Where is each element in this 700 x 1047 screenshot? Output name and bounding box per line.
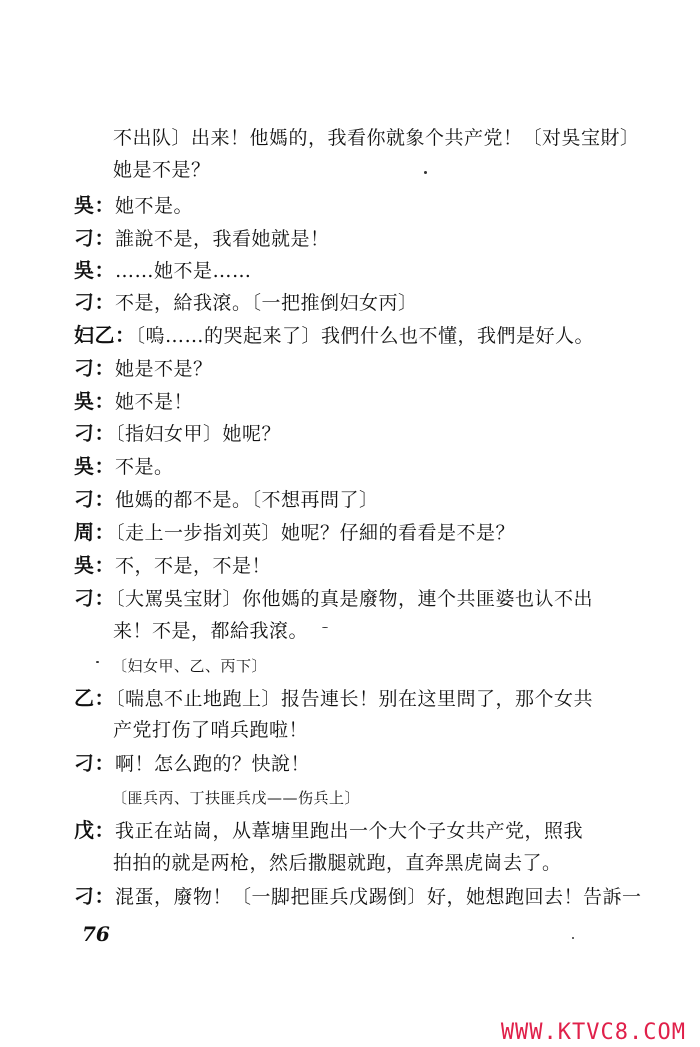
scan-speck	[572, 937, 574, 939]
line-text: 〔指妇女甲〕她呢？	[115, 423, 282, 445]
script-line-4	[74, 226, 330, 251]
speaker-label: 刁：	[74, 884, 115, 908]
line-text: 她是不是？	[113, 159, 211, 181]
script-line-7	[74, 323, 594, 348]
line-text: 她不是。	[115, 195, 194, 217]
script-line-1	[113, 126, 640, 150]
speaker-label: 乙：	[74, 686, 115, 710]
script-line-16	[113, 619, 308, 643]
script-line-14	[74, 553, 271, 578]
line-text: 誰說不是，我看她就是！	[115, 228, 330, 250]
line-text: 她不是！	[115, 391, 194, 413]
scan-speck	[322, 627, 328, 628]
script-line-5	[74, 258, 252, 283]
line-text: 〔大罵吳宝財〕你他媽的真是廢物，連个共匪婆也认不出	[115, 588, 594, 610]
script-line-10	[74, 421, 281, 446]
speaker-label: 周：	[74, 520, 115, 544]
scan-speck	[96, 661, 99, 663]
script-line-19	[113, 718, 308, 742]
line-text: 〔嗚……的哭起来了〕我們什么也不懂，我們是好人。	[135, 325, 595, 347]
line-text: 来！不是，都給我滾。	[113, 620, 309, 642]
speaker-label: 吳：	[74, 454, 115, 478]
line-text: 不是，給我滾。〔一把推倒妇女丙〕	[115, 292, 418, 314]
speaker-label: 刁：	[74, 421, 115, 445]
line-text: 〔喘息不止地跑上〕报告連长！别在这里問了，那个女共	[115, 688, 594, 710]
stage-direction	[112, 654, 267, 678]
speaker-label: 吳：	[74, 389, 115, 413]
script-line-8	[74, 356, 213, 381]
line-text: 啊！怎么跑的？快說！	[115, 753, 311, 775]
script-line-9	[74, 389, 193, 414]
scan-speck	[424, 171, 427, 174]
line-text: 〔匪兵丙、丁扶匪兵戊——伤兵上〕	[112, 789, 361, 807]
line-text: 他媽的都不是。〔不想再問了〕	[115, 489, 379, 511]
script-line-3	[74, 193, 193, 218]
line-text: 不是。	[115, 456, 174, 478]
script-line-20	[74, 751, 310, 776]
speaker-label: 妇乙：	[74, 323, 136, 347]
line-text: ……她不是……	[115, 260, 252, 282]
speaker-label: 刁：	[74, 226, 115, 250]
line-text: 我正在站崗，从葦塘里跑出一个大个子女共产党，照我	[115, 820, 584, 842]
script-line-15	[74, 586, 593, 611]
speaker-label: 刁：	[74, 751, 115, 775]
script-line-11	[74, 454, 174, 479]
speaker-label: 刁：	[74, 487, 115, 511]
line-text: 混蛋，廢物！〔一脚把匪兵戊踢倒〕好，她想跑回去！告訴一	[115, 886, 642, 908]
page-number: 76	[82, 922, 110, 946]
line-text: 拍拍的就是两枪，然后撒腿就跑，直奔黑虎崗去了。	[113, 852, 562, 874]
speaker-label: 刁：	[74, 356, 115, 380]
line-text: 〔妇女甲、乙、丙下〕	[112, 657, 268, 675]
script-line-6	[74, 290, 418, 315]
script-line-23	[113, 851, 562, 875]
script-line-18	[74, 686, 593, 711]
script-line-2	[113, 158, 211, 182]
script-line-13	[74, 520, 515, 545]
line-text: 产党打伤了哨兵跑啦！	[113, 719, 309, 741]
line-text: 不出队〕出来！他媽的，我看你就象个共产党！〔对吳宝財〕	[113, 127, 640, 149]
speaker-label: 吳：	[74, 193, 115, 217]
speaker-label: 戊：	[74, 818, 115, 842]
stage-direction	[112, 786, 360, 810]
speaker-label: 刁：	[74, 290, 115, 314]
script-line-22	[74, 818, 583, 843]
script-line-12	[74, 487, 379, 512]
script-line-24	[74, 884, 642, 909]
line-text: 不，不是，不是！	[115, 555, 272, 577]
speaker-label: 吳：	[74, 258, 115, 282]
site-watermark: WWW.KTVC8.COM	[500, 1020, 686, 1045]
speaker-label: 吳：	[74, 553, 115, 577]
line-text: 她是不是？	[115, 358, 213, 380]
speaker-label: 刁：	[74, 586, 115, 610]
line-text: 〔走上一步指刘英〕她呢？仔細的看看是不是？	[115, 522, 516, 544]
